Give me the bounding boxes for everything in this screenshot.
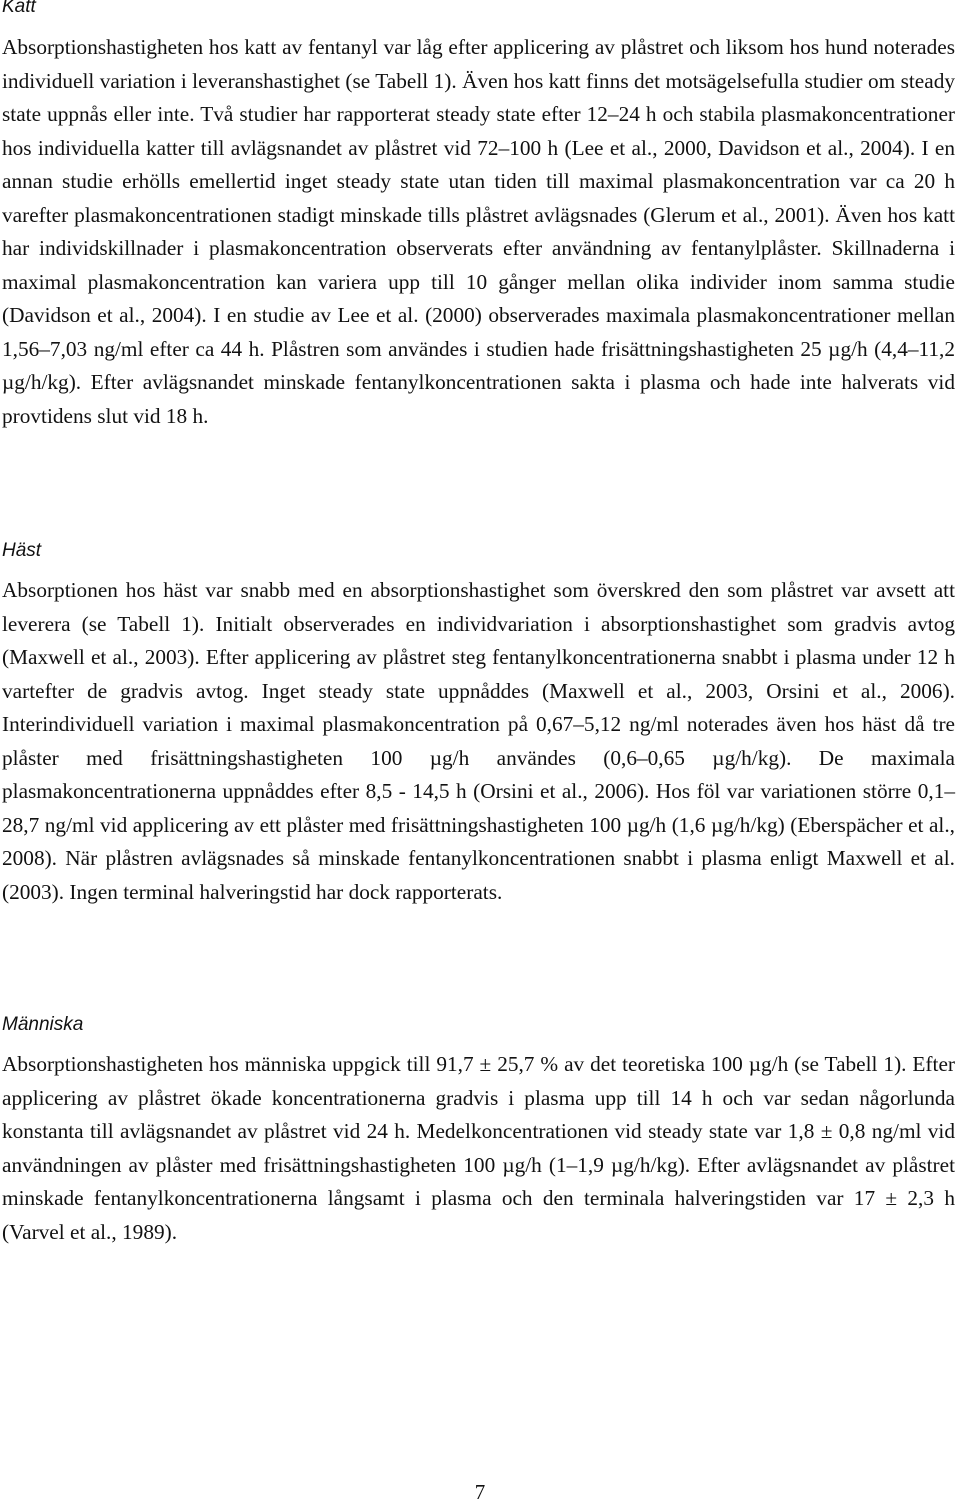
section-paragraph-hast: Absorptionen hos häst var snabb med en absorptionshastighet som överskred den som plåstret var avsett att leverera (se Tabell 1). Initialt observerades en individvariation i absorptionshastighet som gradvis avtog (Maxwell et al., 2003). Efter applicering av plåstret steg fentanylkoncentrationerna snabbt i plasma under 12 h vartefter de gradvis avtog. Inget steady state uppnåddes (Maxwell et al., 2003, Orsini et al., 2006). Interindividuell variation i maximal plasmakoncentration på 0,67–5,12 ng/ml noterades även hos häst då tre plåster med frisättningshastigheten 100 µg/h användes (0,6–0,65 µg/h/kg). De maximala plasmakoncentrationerna uppnåddes efter 8,5 - 14,5 h (Orsini et al., 2006). Hos föl var variationen större 0,1–28,7 ng/ml vid applicering av ett plåster med frisättningshastigheten 100 µg/h (1,6 µg/h/kg) (Eberspächer et al., 2008). När plåstren avlägsnades så minskade fentanylkoncentrationen snabbt i plasma enligt Maxwell et al. (2003). Ingen terminal halveringstid har dock rapporterats. bbox=[2, 578, 955, 904]
section-paragraph-manniska: Absorptionshastigheten hos människa uppgick till 91,7 ± 25,7 % av det teoretiska 100 µg/h (se Tabell 1). Efter applicering av plåstret ökade koncentrationerna gradvis i plasma upp till 14 h och var sedan någorlunda konstanta till avlägsnandet av plåstret vid 24 h. Medelkoncentrationen vid steady state var 1,8 ± 0,8 ng/ml vid användningen av plåster med frisättningshastigheten 100 µg/h (1–1,9 µg/h/kg). Efter avlägsnandet av plåstret minskade fentanylkoncentrationerna långsamt i plasma och den terminala halveringstiden var 17 ± 2,3 h (Varvel et al., 1989). bbox=[2, 1052, 955, 1244]
page-number: 7 bbox=[474, 1480, 486, 1504]
section-heading-manniska: Människa bbox=[2, 1014, 84, 1035]
section-heading-katt: Katt bbox=[2, 0, 36, 17]
section-paragraph-katt: Absorptionshastigheten hos katt av fentanyl var låg efter applicering av plåstret och liksom hos hund noterades individuell variation i leveranshastighet (se Tabell 1). Även hos katt finns det motsägelsefulla studier om steady state uppnås eller inte. Två studier har rapporterat steady state efter 12–24 h och stabila plasmakoncentrationer hos individuella katter till avlägsnandet av plåstret vid 72–100 h (Lee et al., 2000, Davidson et al., 2004). I en annan studie erhölls emellertid inget steady state utan tiden till maximal plasmakoncentration var ca 20 h varefter plasmakoncentrationen stadigt minskade tills plåstret avlägsnades (Glerum et al., 2001). Även hos katt har individskillnader i plasmakoncentration observerats efter användning av fentanylplåster. Skillnaderna i maximal plasmakoncentration kan variera upp till 10 gånger mellan olika individer inom samma studie (Davidson et al., 2004). I en studie av Lee et al. (2000) observerades maximala plasmakoncentrationer mellan 1,56–7,03 ng/ml efter ca 44 h. Plåstren som användes i studien hade frisättningshastigheten 25 µg/h (4,4–11,2 µg/h/kg). Efter avlägsnandet minskade fentanylkoncentrationen sakta i plasma och hade inte halverats vid provtidens slut vid 18 h. bbox=[2, 35, 955, 428]
section-heading-hast: Häst bbox=[2, 540, 42, 561]
